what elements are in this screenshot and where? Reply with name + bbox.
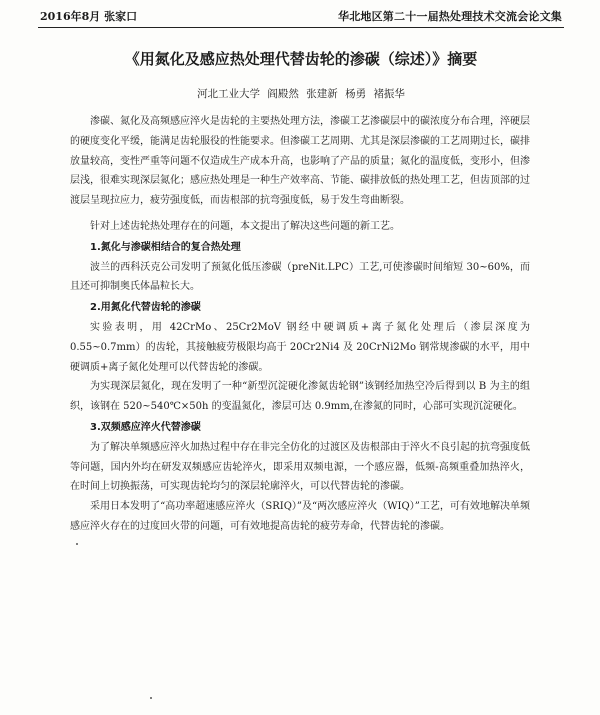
section-2-paragraph-2: 为实现深层氮化，现在发明了一种“新型沉淀硬化渗氮齿轮钢”该钢经加热空冷后得到以 B 为主的组织，该钢在 520~540℃×50h 的变温氮化，渗层可达 0.9mm,在渗氮的同时，心部可实现沉淀硬化。	[70, 381, 530, 413]
section-heading-2: 2.用氮化代替齿轮的渗碳	[90, 302, 201, 314]
section-heading-3: 3.双频感应淬火代替渗碳	[90, 421, 201, 433]
author-line	[40, 86, 562, 102]
author-name: 阎殿然	[267, 88, 299, 100]
section-1-paragraph-1: 波兰的西科沃克公司发明了预氮化低压渗碳（preNit.LPC）工艺,可使渗碳时间缩短 30~60%，而且还可抑制奥氏体晶粒长大。	[70, 261, 530, 293]
section-heading-1: 1.氮化与渗碳相结合的复合热处理	[90, 241, 241, 253]
author-name: 张建新	[306, 88, 338, 100]
section-3-paragraph-1: 为了解决单频感应淬火加热过程中存在非完全仿化的过渡区及齿根部由于淬火不良引起的抗弯强度低等问题，国内外均在研发双频感应齿轮淬火，即采用双频电源，一个感应器，低频-高频重叠加热淬火，在时间上切换振荡，可实现齿轮均匀的深层轮廓淬火，可以代替齿轮的渗碳。	[70, 441, 530, 493]
paper-title: 《用氮化及感应热处理代替齿轮的渗碳（综述）》摘要	[124, 50, 478, 68]
section-3-paragraph-2: 采用日本发明了“高功率超速感应淬火（SRIQ）”及“两次感应淬火（WIQ）”工艺，可有效地解决单频感应淬火存在的过度回火带的问题，可有效地提高齿轮的疲劳寿命，代替齿轮的渗碳。	[70, 501, 530, 532]
author-name: 杨勇	[345, 88, 367, 100]
section-2-paragraph-1: 实验表明，用 42CrMo、25Cr2MoV 钢经中硬调质+离子氮化处理后（渗层深度为 0.55~0.7mm）的齿轮，其接触疲劳极限均高于 20Cr2Ni4 及 20CrNi2Mo 钢常规渗碳的水平，用中硬调质+离子氮化处理可以代替齿轮的渗碳。	[70, 321, 530, 373]
intro-paragraph-2: 针对上述齿轮热处理存在的问题，本文提出了解决这些问题的新工艺。	[90, 220, 400, 232]
scan-speck	[76, 543, 78, 545]
header-rule	[38, 27, 564, 28]
running-header	[40, 8, 562, 26]
scan-speck	[150, 697, 152, 699]
header-proceedings-title: 华北地区第二十一届热处理技术交流会论文集	[338, 10, 562, 23]
abstract-body	[70, 112, 530, 537]
intro-paragraph: 渗碳、氮化及高频感应淬火是齿轮的主要热处理方法，渗碳工艺渗碳层中的碳浓度分布合理，淬硬层的硬度变化平缓，能满足齿轮服役的性能要求。但渗碳工艺周期、尤其是深层渗碳的工艺周期过长，碳排放量较高，变性严重等问题不仅造成生产成本升高，也影响了产品的质量；氮化的温度低，变形小，但渗层浅，很难实现深层氮化；感应热处理是一种生产效率高、节能、碳排放低的热处理工艺，但齿顶部的过渡层呈现拉应力，疲劳强度低，而齿根部的抗弯强度低，易于发生弯曲断裂。	[70, 116, 530, 207]
author-name: 褚振华	[373, 88, 405, 100]
author-affiliation: 河北工业大学	[197, 88, 261, 100]
header-date-location: 2016年8月 张家口	[40, 10, 138, 23]
